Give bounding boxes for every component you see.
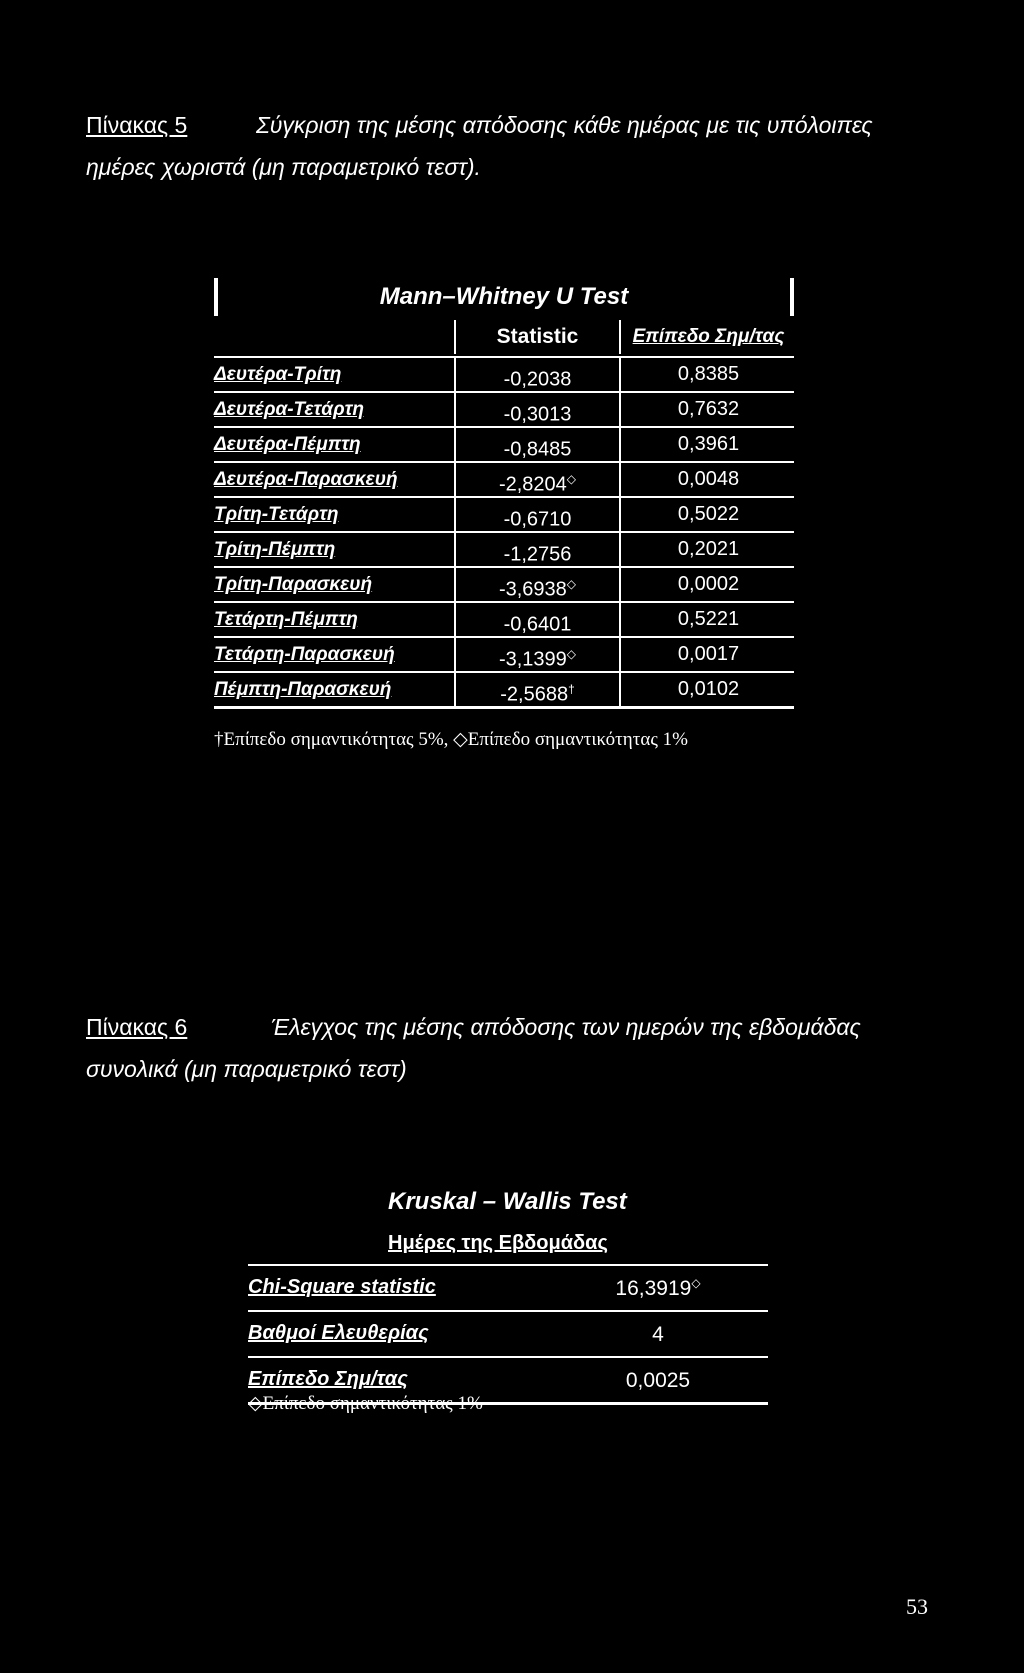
significance-mark: ◇ <box>691 1276 701 1290</box>
statistic-value: -3,1399 <box>498 648 567 671</box>
statistic-cell <box>454 638 619 671</box>
statistic-value: -1,2756 <box>503 543 572 566</box>
statistic-cell <box>454 603 619 636</box>
significance-cell: 0,3961 <box>619 428 796 461</box>
value-cell <box>548 1368 768 1393</box>
significance-cell: 0,5022 <box>619 498 796 531</box>
table-row <box>214 566 794 601</box>
row-label: Βαθμοί Ελευθερίας <box>248 1322 429 1344</box>
table-row <box>214 601 794 636</box>
table5-caption-text: Σύγκριση της μέσης απόδοσης κάθε ημέρας με τις υπόλοιπες ημέρες χωριστά (μη παραμετρικό τεστ). <box>86 112 873 180</box>
table-row <box>214 356 794 391</box>
table5-caption-label: Πίνακας 5 <box>86 112 188 138</box>
significance-cell: 0,0002 <box>619 568 796 601</box>
significance-cell: 0,0017 <box>619 638 796 671</box>
table5-footnote: †Επίπεδο σημαντικότητας 5%, ◇Επίπεδο σημαντικότητας 1% <box>214 729 688 750</box>
table6-caption-text: Έλεγχος της μέσης απόδοσης των ημερών της εβδομάδας συνολικά (μη παραμετρικό τεστ) <box>86 1014 861 1082</box>
statistic-cell <box>454 358 619 391</box>
table-row <box>248 1264 768 1310</box>
col-significance-header: Επίπεδο Σημ/τας <box>619 320 796 354</box>
table-row <box>214 636 794 671</box>
significance-cell: 0,5221 <box>619 603 796 636</box>
statistic-value: -0,6401 <box>503 613 572 636</box>
statistic-value: -0,3013 <box>503 403 572 426</box>
table6-caption <box>86 1006 946 1090</box>
table-row <box>214 531 794 566</box>
kruskal-wallis-title: Kruskal – Wallis Test <box>388 1188 627 1215</box>
row-label: Επίπεδο Σημ/τας <box>248 1368 408 1390</box>
table-row <box>214 426 794 461</box>
significance-cell: 0,7632 <box>619 393 796 426</box>
mann-whitney-title: Mann–Whitney U Test <box>214 278 794 316</box>
pair-label: Πέμπτη-Παρασκευή <box>214 679 392 700</box>
row-value: 16,3919 <box>615 1277 692 1300</box>
significance-cell: 0,2021 <box>619 533 796 566</box>
significance-cell: 0,0102 <box>619 673 796 706</box>
statistic-value: -0,6710 <box>503 508 572 531</box>
pair-label: Τρίτη-Πέμπτη <box>214 539 336 560</box>
significance-mark: ◇ <box>566 647 577 661</box>
table-row <box>214 391 794 426</box>
statistic-cell <box>454 533 619 566</box>
statistic-value: -0,8485 <box>503 438 572 461</box>
pair-label: Δευτέρα-Παρασκευή <box>214 469 398 490</box>
significance-cell: 0,0048 <box>619 463 796 496</box>
table-row <box>248 1310 768 1356</box>
pair-label: Δευτέρα-Τρίτη <box>214 364 342 385</box>
row-value: 0,0025 <box>625 1369 691 1392</box>
table6-footnote: ◇Επίπεδο σημαντικότητας 1% <box>248 1393 483 1414</box>
table-row <box>214 461 794 496</box>
pair-label: Δευτέρα-Τετάρτη <box>214 399 364 420</box>
statistic-cell <box>454 393 619 426</box>
pair-label: Δευτέρα-Πέμπτη <box>214 434 361 455</box>
significance-cell: 0,8385 <box>619 358 796 391</box>
col-statistic-header: Statistic <box>454 320 619 354</box>
mann-whitney-header <box>214 320 794 354</box>
pair-label: Τρίτη-Παρασκευή <box>214 574 373 595</box>
statistic-cell <box>454 673 619 706</box>
pair-label: Τετάρτη-Παρασκευή <box>214 644 395 665</box>
significance-mark: ◇ <box>566 472 577 486</box>
kruskal-wallis-rows <box>248 1264 768 1405</box>
statistic-value: -0,2038 <box>503 368 572 391</box>
statistic-value: -2,8204 <box>498 473 567 496</box>
kruskal-wallis-subtitle: Ημέρες της Εβδομάδας <box>388 1232 608 1254</box>
statistic-cell <box>454 498 619 531</box>
table5-caption <box>86 104 946 188</box>
value-cell <box>548 1322 768 1347</box>
row-label: Chi-Square statistic <box>248 1276 436 1298</box>
page-number: 53 <box>906 1594 928 1619</box>
table6-caption-label: Πίνακας 6 <box>86 1014 188 1040</box>
statistic-cell <box>454 568 619 601</box>
value-cell <box>548 1276 768 1301</box>
significance-mark: ◇ <box>566 577 577 591</box>
statistic-value: -3,6938 <box>498 578 567 601</box>
row-value: 4 <box>652 1323 664 1346</box>
table-row <box>214 496 794 531</box>
pair-label: Τρίτη-Τετάρτη <box>214 504 339 525</box>
table-row <box>214 671 794 709</box>
mann-whitney-rows <box>214 356 794 709</box>
statistic-value: -2,5688 <box>500 683 569 706</box>
statistic-cell <box>454 428 619 461</box>
pair-label: Τετάρτη-Πέμπτη <box>214 609 358 630</box>
significance-mark: † <box>568 682 575 696</box>
statistic-cell <box>454 463 619 496</box>
